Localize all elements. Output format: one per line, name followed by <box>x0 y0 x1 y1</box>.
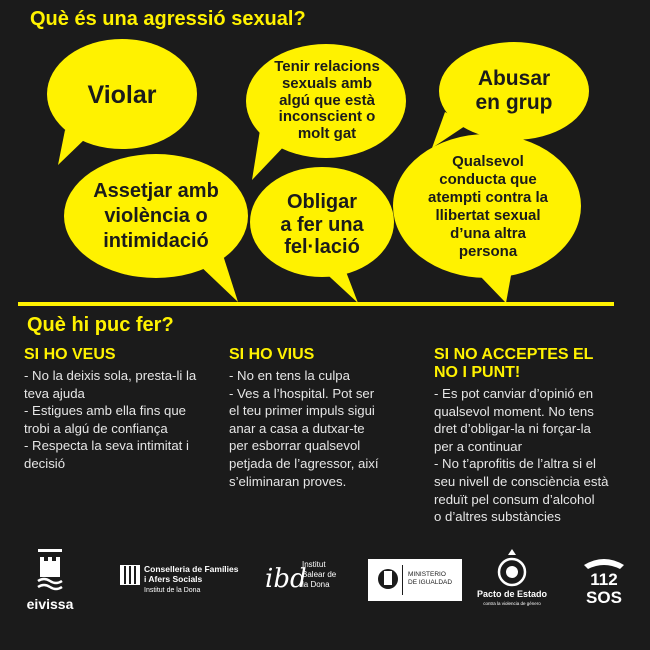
column-line: - Estigues amb ella fins que <box>24 403 186 419</box>
ibd-line-2: Balear de <box>302 570 337 579</box>
pacto-sub: contra la violencia de género <box>483 601 541 606</box>
column-line: anar a casa a dutxar-te <box>229 420 365 436</box>
ministerio-line-2: DE IGUALDAD <box>408 579 453 586</box>
column-line: o d’altres substàncies <box>434 509 561 525</box>
bubble-text-qualsevol: Qualsevol conducta que atempti contra la llibertat sexual d’una altra persona <box>427 153 549 260</box>
column-line: petjada de l’agressor, així <box>229 455 379 471</box>
column-line: - No t’aprofitis de l’altra si el <box>434 456 596 472</box>
ministerio-logo <box>368 559 462 601</box>
pacto-title: Pacto de Estado <box>476 589 548 599</box>
column-line: - Es pot canviar d’opinió en <box>434 386 594 401</box>
column-title: SI HO VIUS <box>229 346 315 363</box>
sos-logo <box>584 559 624 607</box>
ibd-line-3: la Dona <box>302 580 330 589</box>
column-line: el teu primer impuls sigui <box>229 403 375 419</box>
column-si-no-acceptes <box>434 346 644 526</box>
bubble-text-inconscient: Tenir relacions sexuals amb algú que està inconscient o molt gat <box>274 58 380 143</box>
column-line: dret d’obligar-la ni forçar-la <box>434 421 591 437</box>
conselleria-line-2: i Afers Socials <box>144 574 203 584</box>
eivissa-logo-text: eivissa <box>26 596 74 612</box>
column-line: - Respecta la seva intimitat i <box>24 438 189 454</box>
bubble-text-assetjar: Assetjar amb violència o intimidació <box>93 179 219 252</box>
column-line: trobi a algú de confiança <box>24 420 168 436</box>
ibd-mark: ibd <box>265 564 307 594</box>
column-title: SI NO ACCEPTES EL NO I PUNT! <box>434 346 594 381</box>
pacto-logo <box>477 549 548 606</box>
column-line: - No la deixis sola, presta-li la <box>24 368 197 383</box>
ministerio-line-1: MINISTERIO <box>408 571 446 578</box>
sos-number: 112 <box>590 570 618 589</box>
ibd-line-1: Institut <box>302 560 326 569</box>
bubble-text-grup: Abusar en grup <box>475 67 553 114</box>
divider-line <box>18 302 614 306</box>
bubble-text-fellacio: Obligar a fer una fel·lació <box>280 191 364 259</box>
page-title: Què és una agressió sexual? <box>30 8 306 30</box>
conselleria-sub: Institut de la Dona <box>144 587 201 594</box>
ibd-logo <box>265 560 337 594</box>
section-title: Què hi puc fer? <box>27 314 174 336</box>
column-line: s’eliminaran proves. <box>229 473 347 489</box>
column-si-ho-vius <box>229 346 419 490</box>
eivissa-logo <box>27 549 74 612</box>
column-line: - Ves a l’hospital. Pot ser <box>229 385 375 401</box>
conselleria-line-1: Conselleria de Famílies <box>144 564 239 574</box>
column-line: per esborrar qualsevol <box>229 438 361 454</box>
column-line: decisió <box>24 455 66 471</box>
column-line: seu nivell de consciència està <box>434 473 609 489</box>
bubble-text-violar: Violar <box>87 81 157 109</box>
column-line: teva ajuda <box>24 385 85 401</box>
column-title: SI HO VEUS <box>24 346 116 363</box>
sos-text: SOS <box>586 588 622 607</box>
logos-bar <box>0 535 650 625</box>
column-line: - No en tens la culpa <box>229 368 350 383</box>
column-line: reduït pel consum d’alcohol <box>434 491 595 507</box>
column-line: per a continuar <box>434 438 522 454</box>
column-line: qualsevol moment. No tens <box>434 403 594 419</box>
column-si-ho-veus <box>24 346 214 473</box>
conselleria-logo <box>120 564 239 594</box>
